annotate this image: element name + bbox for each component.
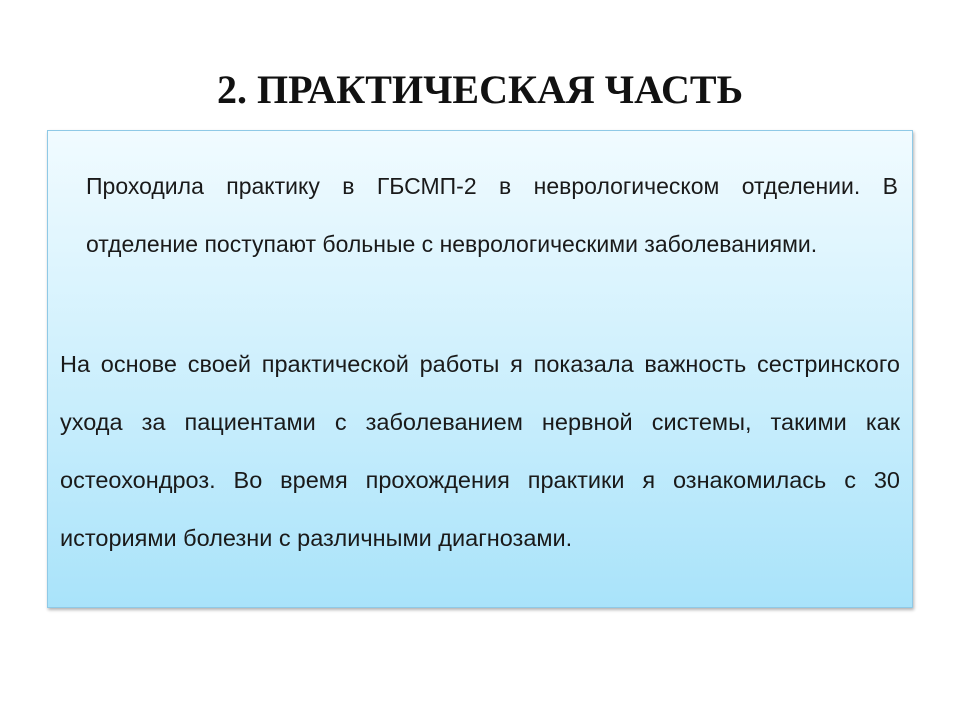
paragraph-practice-location: Проходила практику в ГБСМП-2 в неврологическом отделении. В отделение поступают больные с неврологическими заболеваниями. [86,173,898,257]
paragraph-practice-results: На основе своей практической работы я показала важность сестринского ухода за пациентами с заболеванием нервной системы, такими как остеохондроз. Во время прохождения практики я ознакомилась с 30 историями болезни с различными диагнозами. [60,351,900,551]
slide-title: 2. ПРАКТИЧЕСКАЯ ЧАСТЬ [216,67,744,112]
content-box [47,130,913,608]
